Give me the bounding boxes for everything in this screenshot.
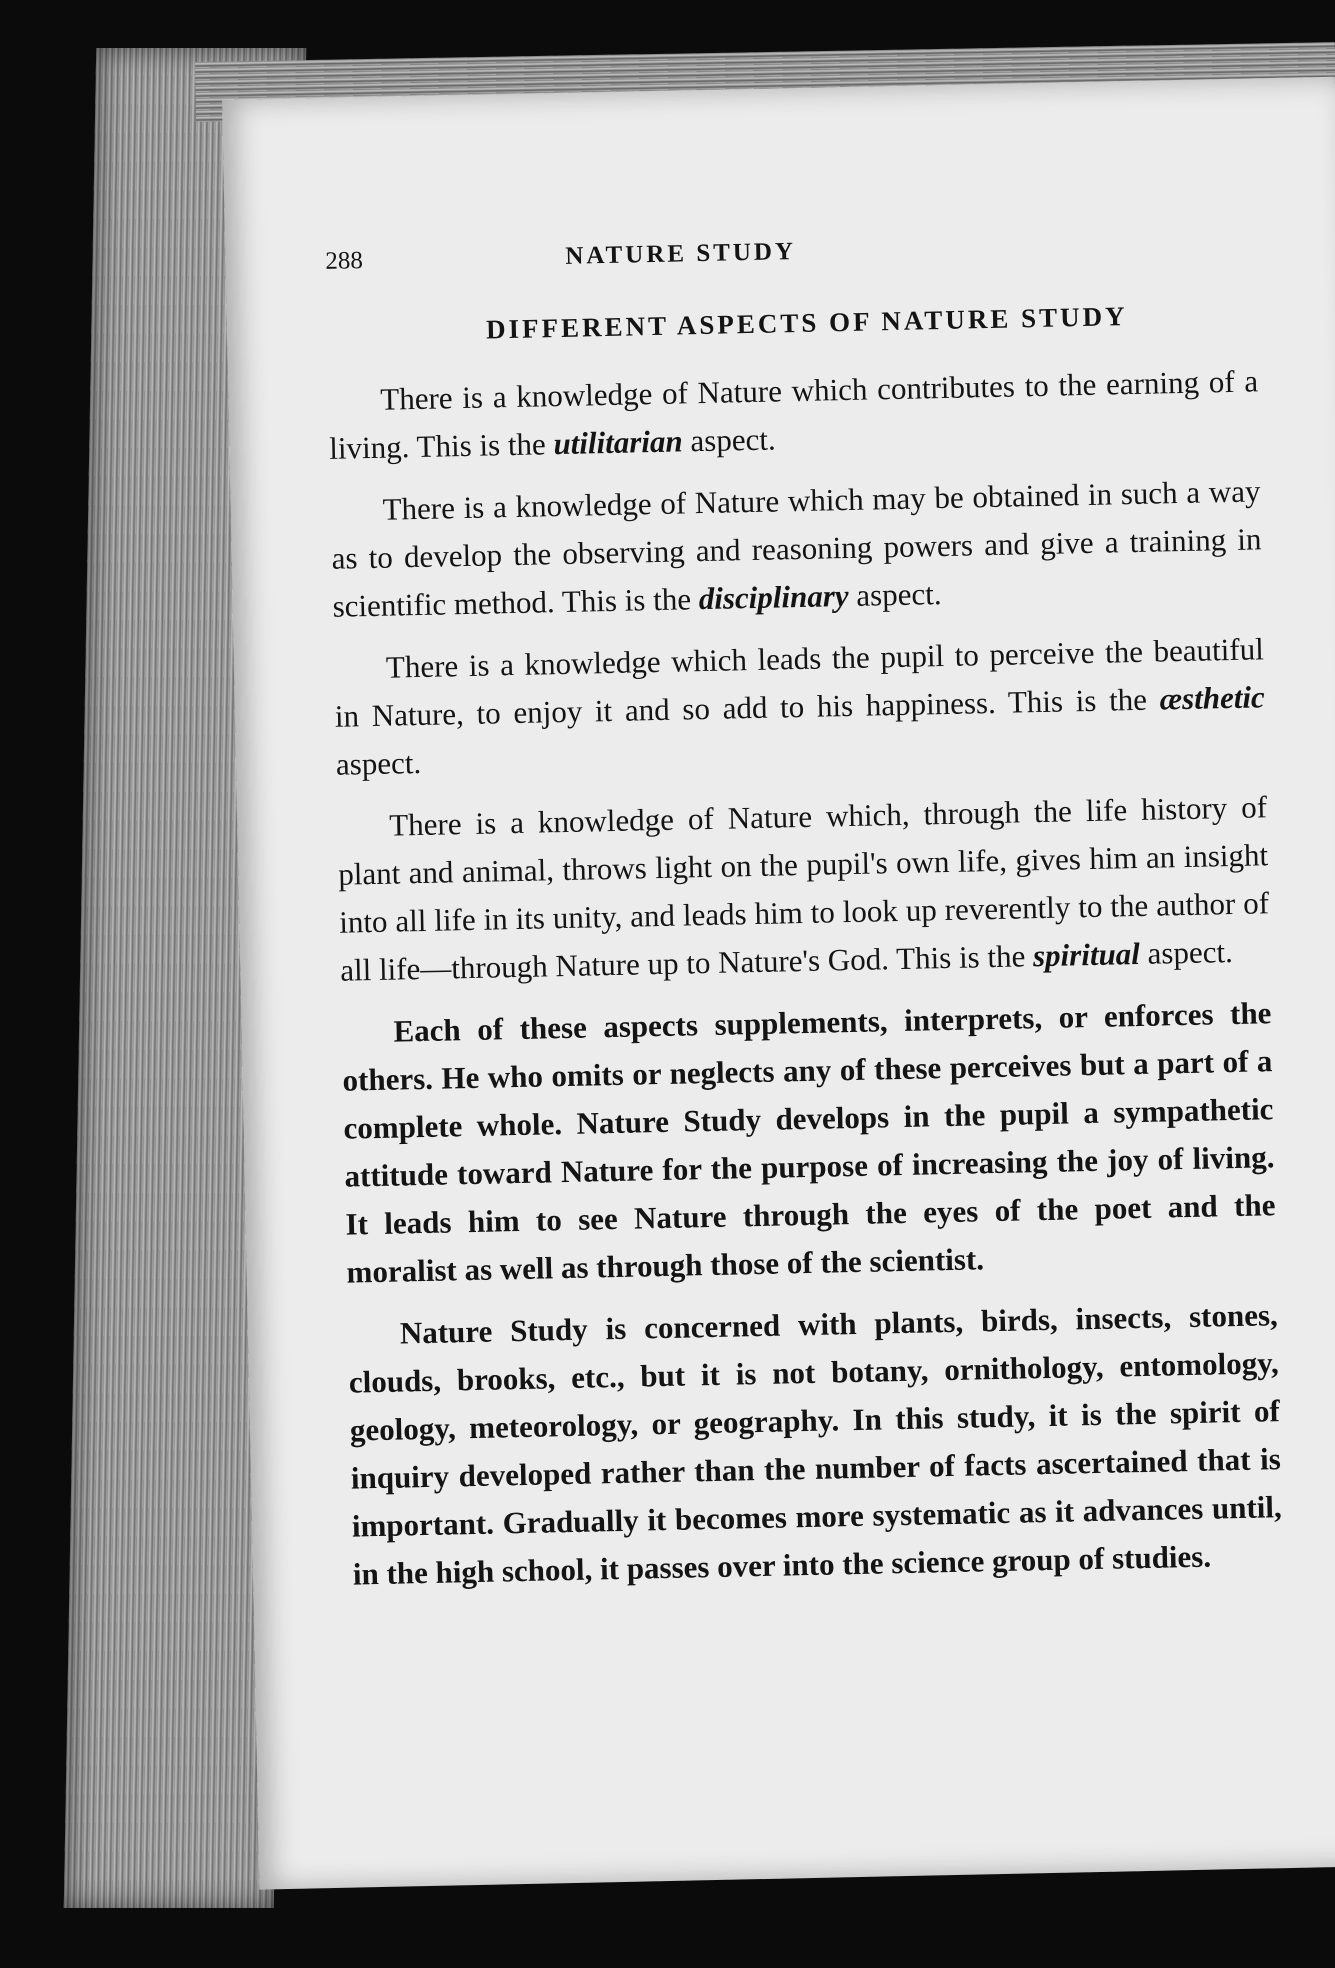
emphasis-term: disciplinary — [698, 577, 849, 617]
section-title: DIFFERENT ASPECTS OF NATURE STUDY — [485, 301, 1128, 345]
paragraph-spiritual — [337, 783, 1271, 994]
paragraph-nature-study-scope: Nature Study is concerned with plants, birds, insects, stones, clouds, brooks, etc., but it is not botany, ornithology, entomology, geology, meteorology, or geography. In this study, it is the spirit of inquiry developed rather than the number of facts ascertained that is important. Gradually it becomes more systematic as it advances until, in the high school, it passes over into the science group of studies. — [348, 1297, 1283, 1592]
paragraph-aesthetic — [333, 625, 1266, 788]
paragraph-text: There is a knowledge of Nature which may be obtained in such a way as to develop the observing and reasoning powers and give a training in scientific method. This is the — [331, 473, 1262, 624]
running-head — [325, 228, 1255, 275]
paragraph-aspects-summary: Each of these aspects supplements, interprets, or enforces the others. He who omits or neglects any of these perceives but a part of a complete whole. Nature Study develops in the pupil a sympathetic attitude toward Nature for the purpose of increasing the joy of living. It leads him to see Nature through the eyes of the poet and the moralist as well as through those of the scientist. — [342, 995, 1276, 1290]
running-title: NATURE STUDY — [565, 238, 797, 270]
emphasis-term: utilitarian — [553, 423, 684, 462]
paragraph-text: aspect. — [848, 576, 942, 613]
paragraph-text: There is a knowledge of Nature which contributes to the earning of a living. This is the — [328, 363, 1259, 466]
emphasis-term: spiritual — [1032, 935, 1141, 974]
paragraph-disciplinary — [330, 467, 1263, 630]
paragraph-utilitarian — [328, 357, 1260, 472]
paragraph-text: There is a knowledge of Nature which, through the life history of plant and animal, throws light on the pupil's own life, gives him an insight into all life in its unity, and leads him to look up reverently to the author of all life—through Nature up to Nature's God. This is the — [337, 789, 1270, 988]
paragraph-text: There is a knowledge which leads the pupil to perceive the beautiful in Nature, to enjoy it and so add to his happiness. This is the — [334, 631, 1265, 734]
page-content — [325, 228, 1283, 1612]
book-page — [222, 77, 1335, 1890]
paragraph-text: aspect. — [682, 421, 776, 459]
paragraph-text: aspect. — [335, 744, 422, 782]
emphasis-term: æsthetic — [1159, 679, 1266, 717]
paragraph-text: aspect. — [1139, 934, 1234, 971]
page-number: 288 — [325, 247, 364, 275]
